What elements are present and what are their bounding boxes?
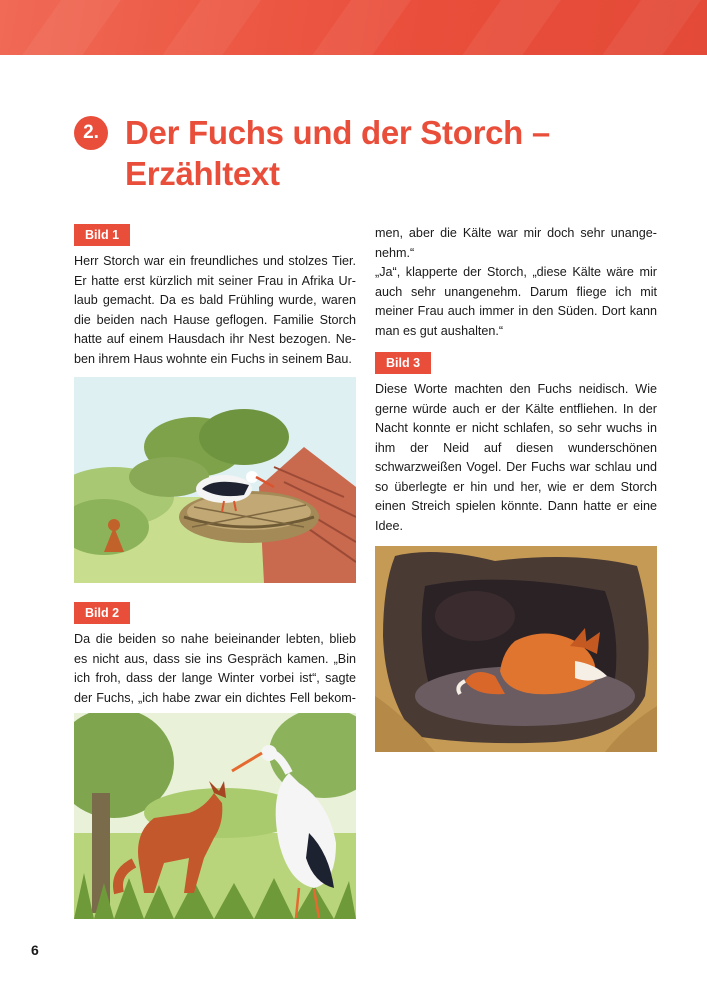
title-line-2: Erzähltext	[125, 155, 280, 192]
text-line: Nacht konnte er nicht schlafen, so sehr wuchs in	[375, 421, 657, 435]
text-line: einen Streich spielen könnte. Dann hatte er eine	[375, 499, 657, 513]
text-line: Er hatte erst kürzlich mit seiner Frau in Afrika Ur-	[74, 273, 356, 288]
text-line: ben ihrem Haus wohnte ein Fuchs in seinem Bau.	[74, 351, 352, 366]
text-line: Idee.	[375, 518, 404, 533]
text-line: Da die beiden so nahe beieinander lebten, blieb	[74, 632, 356, 646]
text-line: laub gemacht. Da es bald Frühling wurde, waren	[74, 293, 356, 307]
text-line: die beiden nach Hause geflogen. Familie Storch	[74, 312, 356, 327]
bild-3-label: Bild 3	[375, 352, 431, 374]
text-line: so überlegte er hin und her, wie er dem Storch	[375, 479, 657, 494]
page-title	[125, 112, 550, 194]
bild-2-label: Bild 2	[74, 602, 130, 624]
text-line: „Ja“, klapperte der Storch, „diese Kälte wäre mir	[375, 265, 657, 279]
text-line: Diese Worte machten den Fuchs neidisch. Wie	[375, 382, 657, 396]
illustration-stork-nest	[74, 377, 356, 583]
bild-2-block	[74, 602, 356, 708]
bild-1-label: Bild 1	[74, 224, 130, 246]
text-line: men, aber die Kälte war mir doch sehr unange-	[375, 226, 657, 240]
right-column	[375, 224, 657, 536]
continuation-text	[375, 224, 657, 341]
bild-3-text	[375, 380, 657, 536]
text-line: auch sehr unangenehm. Darum fliege ich mit	[375, 284, 657, 299]
text-line: gerne würde auch er der Kälte entfliehen. In der	[375, 401, 657, 416]
text-line: ich froh, dass der lange Winter vorbei ist“, sagte	[74, 671, 356, 685]
text-line: Herr Storch war ein freundliches und stolzes Tier.	[74, 254, 356, 268]
text-line: hatte auf einem Hausdach ihr Nest bezogen. Ne-	[74, 332, 356, 346]
text-line: nehm.“	[375, 245, 415, 260]
text-line: man es gut aushalten.“	[375, 323, 504, 338]
top-banner	[0, 0, 707, 55]
text-line: schwarzweißen Vogel. Der Fuchs war schlau und	[375, 460, 657, 474]
text-line: ihm der Neid auf diesen wunderschönen	[375, 440, 657, 455]
section-number-badge: 2.	[74, 116, 108, 150]
bild-1-text	[74, 252, 356, 369]
text-line: meiner Frau auch immer in den Süden. Dort kann	[375, 304, 657, 318]
text-line: es nicht aus, dass sie ins Gespräch kamen. „Bin	[74, 651, 356, 666]
bild-2-text	[74, 630, 356, 708]
title-line-1: Der Fuchs und der Storch –	[125, 114, 550, 151]
illustration-fox-and-stork	[74, 713, 356, 919]
left-column	[74, 224, 356, 369]
illustration-sleeping-fox	[375, 546, 657, 752]
page-number: 6	[31, 942, 39, 958]
text-line: der Fuchs, „ich habe zwar ein dichtes Fell bekom-	[74, 690, 356, 705]
